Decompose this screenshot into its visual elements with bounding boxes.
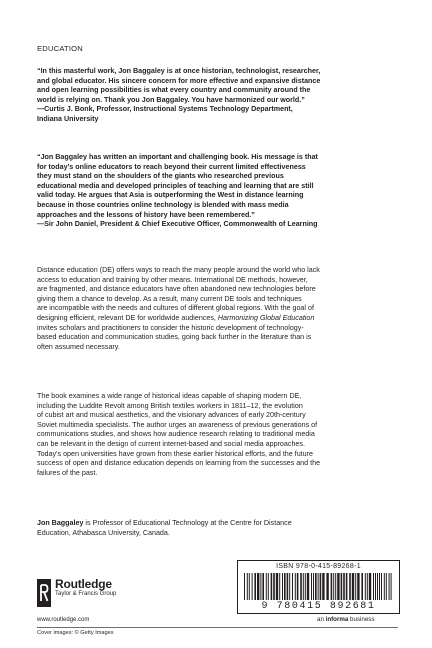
quote-line: and open learning possibilities is what every country and community around the bbox=[37, 86, 311, 95]
paragraph-line: Today’s open universities have grown from these earlier historical efforts, and the future bbox=[37, 449, 313, 458]
paragraph-line: of cubist art and musical aesthetics, and the visionary advances of early 20th-century bbox=[37, 411, 306, 420]
barcode-bar bbox=[331, 573, 333, 600]
isbn-barcode bbox=[237, 560, 400, 614]
quote-line: valid today. He argues that Asia is outperforming the West in distance learning bbox=[37, 191, 304, 200]
description-paragraph-1 bbox=[37, 266, 399, 352]
barcode-bar bbox=[386, 573, 387, 600]
barcode-bar bbox=[247, 573, 248, 600]
paragraph-line: Education, Athabasca University, Canada. bbox=[37, 528, 170, 537]
barcode-bar bbox=[322, 573, 324, 600]
endorsement-quote-1 bbox=[37, 67, 397, 125]
paragraph-line: can be relevant in the design of current internet-based and social media approaches. bbox=[37, 439, 305, 448]
bio-text: is Professor of Educational Technology at the Centre for Distance bbox=[83, 519, 292, 527]
paragraph-line: Distance education (DE) offers ways to reach the many people around the world who lack bbox=[37, 266, 320, 274]
barcode-bar bbox=[311, 573, 312, 600]
quote-line: “In this masterful work, Jon Baggaley is at once historian, technologist, researcher, bbox=[37, 67, 321, 75]
paragraph-line: failures of the past. bbox=[37, 468, 98, 477]
barcode-bar bbox=[276, 573, 278, 600]
barcode-bar bbox=[287, 573, 289, 600]
barcode-bar bbox=[389, 573, 390, 600]
barcode-bar bbox=[375, 573, 376, 600]
barcode-bar bbox=[266, 573, 267, 600]
barcode-bar bbox=[254, 573, 256, 600]
endorsement-quote-2 bbox=[37, 153, 397, 230]
barcode-bar bbox=[305, 573, 306, 600]
quote-line: and global educator. His sincere concern for more effective and expansive distance bbox=[37, 76, 321, 85]
barcode-bar bbox=[346, 573, 348, 600]
barcode-bar bbox=[357, 573, 359, 600]
barcode-bar bbox=[273, 573, 275, 600]
barcode-bar bbox=[337, 573, 339, 600]
barcode-bar bbox=[284, 573, 286, 600]
barcode-bar bbox=[369, 573, 371, 600]
barcode-bar bbox=[341, 573, 343, 600]
category-label: EDUCATION bbox=[37, 44, 83, 53]
paragraph-line bbox=[37, 519, 399, 529]
informa-prefix: an bbox=[317, 616, 326, 623]
barcode-bar bbox=[303, 573, 304, 600]
routledge-logo-icon bbox=[37, 579, 51, 607]
barcode-bar bbox=[355, 573, 356, 600]
informa-word: informa bbox=[325, 616, 349, 623]
quote-line: —Curtis J. Bonk, Professor, Instructional Systems Technology Department, bbox=[37, 105, 293, 114]
paragraph-line: are fragmented, and distance educators have often abandoned new technologies before bbox=[37, 285, 316, 294]
paragraph-text: designing efficient, relevant DE for worldwide audiences, bbox=[37, 313, 218, 322]
paragraph-line: based education and communication studies, going back further in the literature than is bbox=[37, 333, 312, 342]
barcode-bar bbox=[307, 573, 309, 600]
barcode-bar bbox=[367, 573, 368, 600]
paragraph-line: including the Luddite Revolt among British textiles workers in 1811–12, the evolution bbox=[37, 401, 303, 410]
barcode-bar bbox=[271, 573, 273, 600]
barcode-bar bbox=[297, 573, 299, 600]
barcode-bar bbox=[320, 573, 322, 600]
barcode-bar bbox=[391, 573, 392, 600]
barcode-bar bbox=[377, 573, 378, 600]
barcode-bar bbox=[292, 573, 293, 600]
barcode-bar bbox=[365, 573, 366, 600]
barcode-bar bbox=[352, 573, 354, 600]
paragraph-line: success of open and distance education depends on learning from the successes and the bbox=[37, 459, 321, 468]
isbn-number: ISBN 978-0-415-89268-1 bbox=[276, 563, 361, 570]
barcode-bar bbox=[244, 573, 245, 600]
quote-line: world is relying on. Thank you Jon Baggaley. You have harmonized our world.” bbox=[37, 95, 305, 104]
paragraph-line bbox=[37, 314, 399, 324]
quote-line: approaches and the lessons of history have been remembered.” bbox=[37, 210, 255, 219]
quote-line: because in those countries online technology is blended with mass media bbox=[37, 200, 289, 209]
informa-business bbox=[317, 616, 374, 623]
footer-divider bbox=[37, 627, 398, 628]
book-title: Harmonizing Global Education bbox=[217, 313, 315, 322]
cover-credit: Cover images: © Getty Images bbox=[37, 630, 114, 636]
barcode-bar bbox=[326, 573, 328, 600]
barcode-bar bbox=[252, 573, 253, 600]
barcode-bar bbox=[335, 573, 336, 600]
barcode-bars-icon bbox=[244, 573, 393, 600]
author-name: Jon Baggaley bbox=[37, 519, 84, 527]
publisher-group: Taylor & Francis Group bbox=[55, 591, 117, 597]
paragraph-line: invites scholars and practitioners to consider the historic development of technology- bbox=[37, 323, 304, 332]
description-paragraph-2 bbox=[37, 392, 399, 478]
barcode-bar bbox=[381, 573, 382, 600]
barcode-bar bbox=[343, 573, 345, 600]
paragraph-line: communications studies, and shows how audience research relating to traditional media bbox=[37, 430, 315, 439]
barcode-bar bbox=[349, 573, 351, 600]
paragraph-line: The book examines a wide range of historical ideas capable of shaping modern DE, bbox=[37, 392, 302, 400]
barcode-bar bbox=[315, 573, 317, 600]
paragraph-line: Soviet multimedia specialists. The author urges an awareness of previous generations of bbox=[37, 420, 318, 429]
author-bio bbox=[37, 519, 399, 538]
publisher-url: www.routledge.com bbox=[37, 617, 90, 623]
barcode-bar bbox=[260, 573, 261, 600]
paragraph-line: access to education and training by other means. International DE methods, however, bbox=[37, 275, 308, 284]
quote-line: Indiana University bbox=[37, 114, 99, 123]
barcode-bar bbox=[373, 573, 374, 600]
barcode-bar bbox=[379, 573, 380, 600]
publisher-name: Routledge bbox=[55, 577, 112, 591]
informa-suffix: business bbox=[348, 616, 375, 623]
paragraph-line: giving them a chance to develop. As a result, many current DE tools and techniques bbox=[37, 294, 302, 303]
quote-line: educational media and developed principles of teaching and learning that are still bbox=[37, 181, 314, 190]
barcode-bar bbox=[249, 573, 250, 600]
paragraph-line: are incompatible with the needs and cultures of different global regions. With the goal of bbox=[37, 304, 314, 313]
barcode-bar bbox=[300, 573, 302, 600]
barcode-bar bbox=[268, 573, 269, 600]
barcode-bar bbox=[279, 573, 280, 600]
barcode-bar bbox=[295, 573, 296, 600]
barcode-bar bbox=[289, 573, 290, 600]
quote-line: “Jon Baggaley has written an important and challenging book. His message is that bbox=[37, 153, 318, 161]
quote-line: for today’s online educators to reach beyond their current limited effectiveness bbox=[37, 162, 306, 171]
barcode-bar bbox=[361, 573, 363, 600]
barcode-bar bbox=[318, 573, 319, 600]
barcode-bar bbox=[282, 573, 283, 600]
barcode-bar bbox=[257, 573, 259, 600]
paragraph-line: often assumed necessary. bbox=[37, 342, 120, 351]
barcode-bar bbox=[384, 573, 385, 600]
quote-line: they must stand on the shoulders of the giants who researched previous bbox=[37, 172, 284, 181]
barcode-digits: 9 780415 892681 bbox=[261, 601, 376, 612]
barcode-bar bbox=[262, 573, 264, 600]
barcode-bar bbox=[333, 573, 334, 600]
barcode-bar bbox=[313, 573, 314, 600]
quote-line: —Sir John Daniel, President & Chief Executive Officer, Commonwealth of Learning bbox=[37, 220, 318, 229]
